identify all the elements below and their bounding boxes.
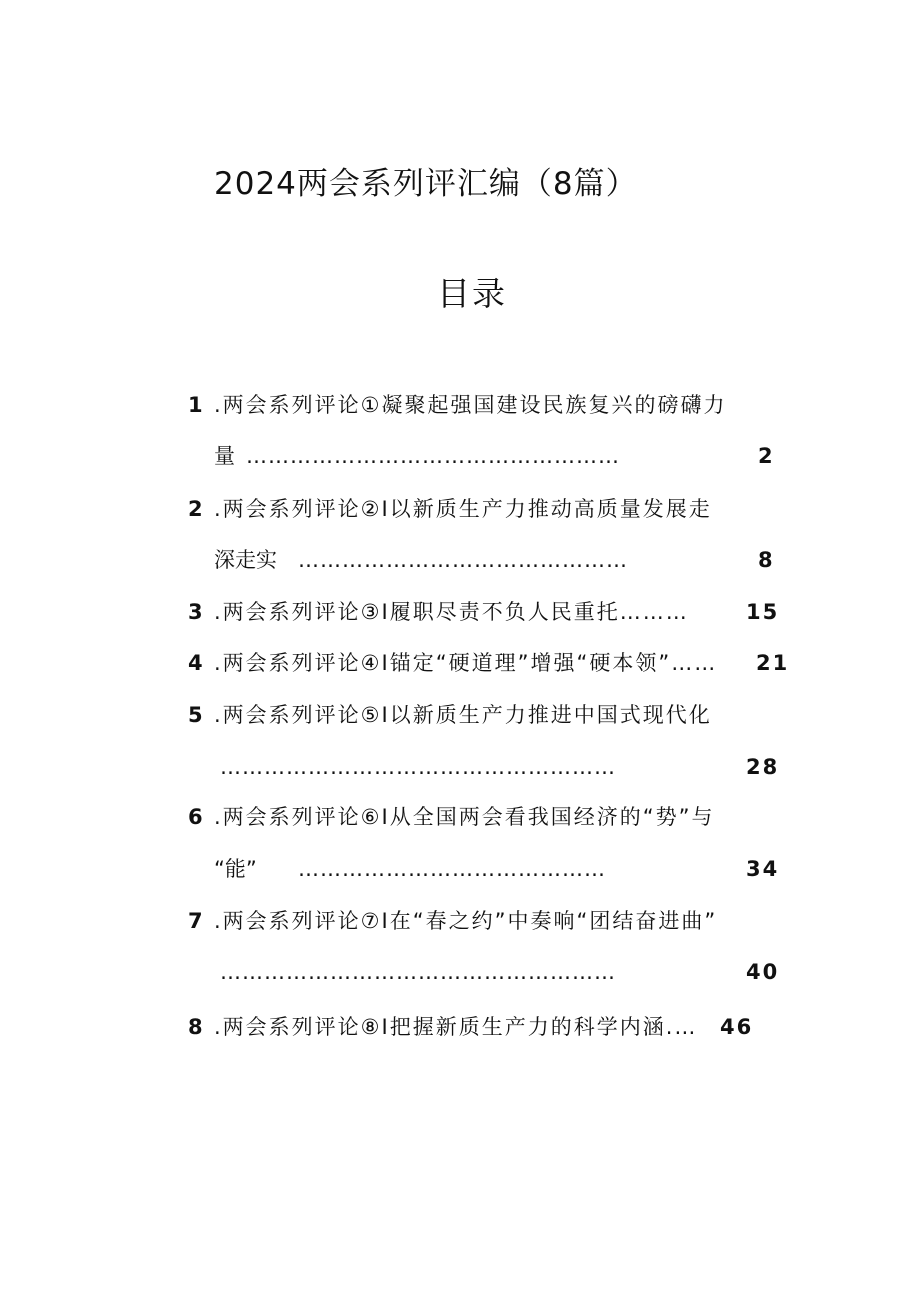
toc-title: .两会系列评论⑦I在“春之约”中奏响“团结奋进曲” bbox=[214, 909, 718, 933]
document-title: 2024两会系列评汇编（8篇） bbox=[214, 166, 638, 202]
toc-title: .两会系列评论⑧I把握新质生产力的科学内涵.… bbox=[214, 1015, 698, 1039]
toc-number: 2 bbox=[188, 497, 205, 521]
toc-heading: 目录 bbox=[437, 274, 507, 313]
toc-number: 4 bbox=[188, 651, 205, 675]
leader-dots: ……………………………………… bbox=[298, 548, 628, 572]
toc-number: 5 bbox=[188, 703, 205, 727]
toc-page-number: 28 bbox=[746, 755, 780, 779]
toc-number: 7 bbox=[188, 909, 205, 933]
toc-title-cont: “能” bbox=[214, 857, 257, 881]
toc-page-number: 40 bbox=[746, 960, 780, 984]
leader-dots: ……………………………………………… bbox=[220, 755, 616, 779]
toc-page-number: 8 bbox=[758, 548, 775, 572]
toc-entry-1-cont[interactable] bbox=[214, 441, 620, 471]
toc-title: .两会系列评论①凝聚起强国建设民族复兴的磅礴力 bbox=[214, 393, 727, 417]
toc-title: .两会系列评论⑤I以新质生产力推进中国式现代化 bbox=[214, 703, 712, 727]
leader-dots: ……………………………………………… bbox=[220, 960, 616, 984]
toc-number: 3 bbox=[188, 600, 205, 624]
leader-dots: …………………………………… bbox=[298, 857, 606, 881]
toc-entry-2-cont[interactable] bbox=[214, 545, 628, 575]
toc-entry-6-cont[interactable] bbox=[214, 854, 606, 884]
toc-title: .两会系列评论⑥I从全国两会看我国经济的“势”与 bbox=[214, 805, 715, 829]
toc-page-number: 34 bbox=[746, 857, 780, 881]
toc-title-cont: 深走实 bbox=[214, 548, 277, 572]
toc-page-number: 46 bbox=[720, 1015, 754, 1039]
toc-title: .两会系列评论②I以新质生产力推动高质量发展走 bbox=[214, 497, 712, 521]
toc-page-number: 15 bbox=[746, 600, 780, 624]
toc-page-number: 2 bbox=[758, 444, 775, 468]
toc-number: 6 bbox=[188, 805, 205, 829]
toc-page-number: 21 bbox=[756, 651, 790, 675]
toc-title: .两会系列评论③I履职尽责不负人民重托……… bbox=[214, 600, 689, 624]
toc-title: .两会系列评论④I锚定“硬道理”增强“硬本领”…… bbox=[214, 651, 718, 675]
toc-number: 1 bbox=[188, 393, 205, 417]
toc-title-cont: 量 bbox=[214, 444, 235, 468]
leader-dots: …………………………………………… bbox=[246, 444, 620, 468]
toc-number: 8 bbox=[188, 1015, 205, 1039]
